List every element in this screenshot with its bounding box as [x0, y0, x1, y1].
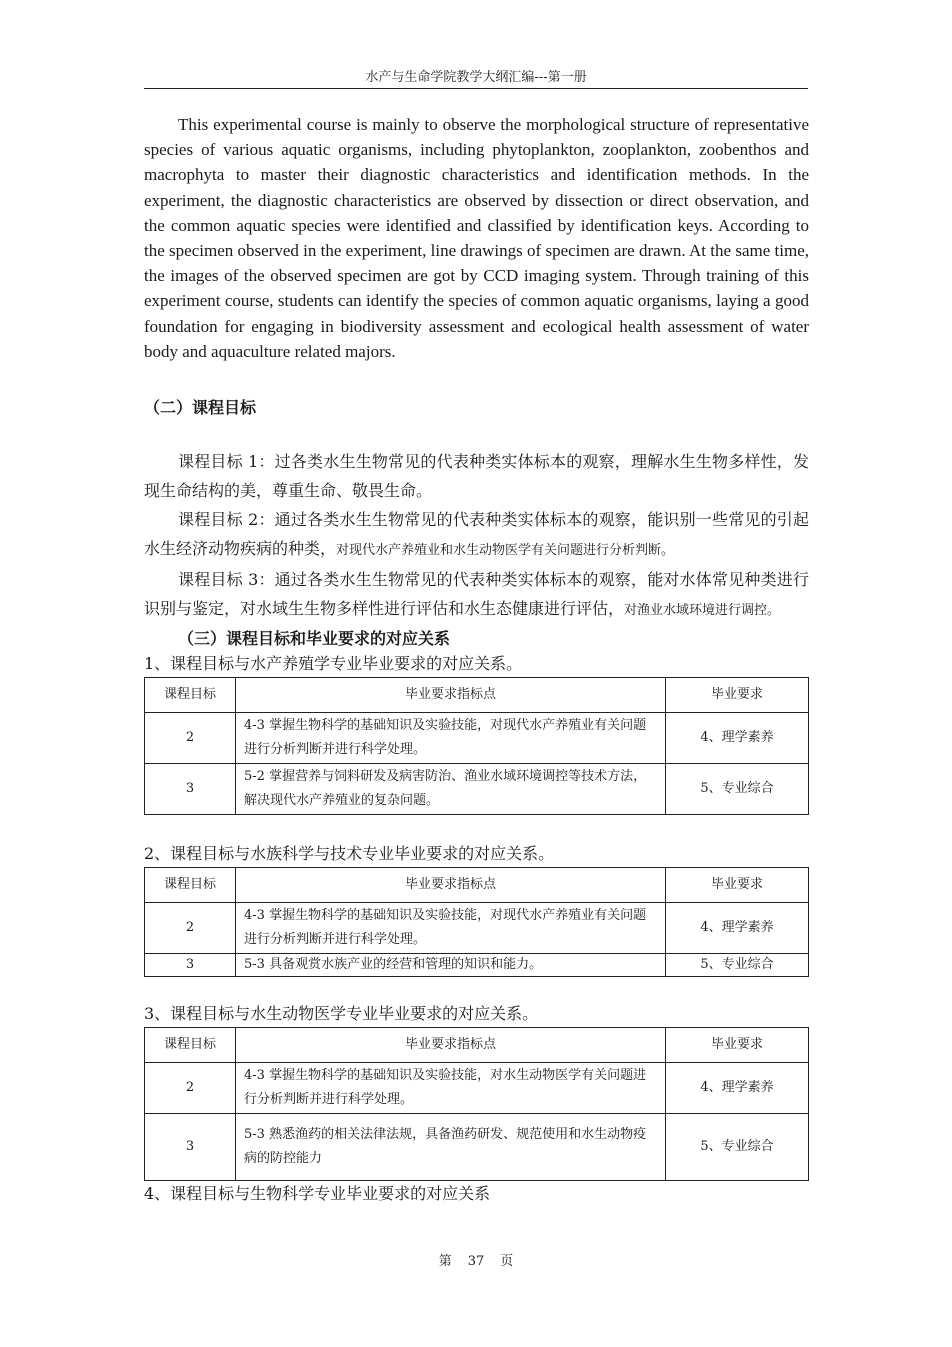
header-course-goal: 课程目标 — [145, 868, 236, 903]
table-row — [145, 764, 809, 815]
course-goal-2 — [144, 505, 809, 565]
english-abstract: This experimental course is mainly to observe the morphological structure of representative species of various aquatic organisms, including phytoplankton, zooplankton, zoobenthos and macrophyta to master their diagnostic characteristics and identification methods. In the experiment, the diagnostic characteristics are observed by dissection or direct observation, and the common aquatic species were identified and classified by identification keys. According to the specimen observed in the experiment, line drawings of specimen are drawn. At the same time, the images of the observed specimen are got by CCD imaging system. Through training of this experiment course, students can identify the species of common aquatic organisms, laying a good foundation for engaging in biodiversity assessment and ecological health assessment of water body and aquaculture related majors. — [144, 115, 809, 361]
cell-indicator: 4-3 掌握生物科学的基础知识及实验技能，对现代水产养殖业有关问题进行分析判断并进行科学处理。 — [236, 903, 666, 954]
table-row — [145, 1114, 809, 1181]
cell-requirement: 4、理学素养 — [666, 1063, 809, 1114]
mapping-table-aquarium — [144, 867, 809, 977]
course-goal-3-text: 课程目标 3：通过各类水生生物常见的代表种类实体标本的观察，能对水体常见种类进行识别与鉴定，对水域生生物多样性进行评估和水生态健康进行评估， — [144, 570, 809, 619]
cell-goal: 2 — [145, 903, 236, 954]
cell-indicator: 5-2 掌握营养与饲料研发及病害防治、渔业水域环境调控等技术方法，解决现代水产养殖业的复杂问题。 — [236, 764, 666, 815]
cell-indicator: 5-3 具备观赏水族产业的经营和管理的知识和能力。 — [236, 954, 666, 977]
header-course-goal: 课程目标 — [145, 1028, 236, 1063]
mapping-table-aquatic-medicine — [144, 1027, 809, 1181]
cell-indicator: 4-3 掌握生物科学的基础知识及实验技能，对现代水产养殖业有关问题进行分析判断并进行科学处理。 — [236, 713, 666, 764]
page-number: 37 — [467, 1254, 485, 1269]
cell-goal: 3 — [145, 764, 236, 815]
page-content — [144, 112, 809, 1207]
table-3-caption: 3、课程目标与水生动物医学专业毕业要求的对应关系。 — [144, 1004, 539, 1024]
header-requirement: 毕业要求 — [666, 868, 809, 903]
page-number-suffix: 页 — [500, 1254, 514, 1269]
cell-indicator: 5-3 熟悉渔药的相关法律法规，具备渔药研发、规范使用和水生动物疫病的防控能力 — [236, 1114, 666, 1181]
course-goal-2-tail: 对现代水产养殖业和水生动物医学有关问题进行分析判断。 — [336, 543, 675, 559]
page-footer — [0, 1250, 952, 1269]
cell-requirement: 4、理学素养 — [666, 903, 809, 954]
table-row — [145, 903, 809, 954]
header-indicator: 毕业要求指标点 — [236, 1028, 666, 1063]
cell-goal: 3 — [145, 954, 236, 977]
table-header-row — [145, 678, 809, 713]
table-row — [145, 1063, 809, 1114]
cell-indicator: 4-3 掌握生物科学的基础知识及实验技能，对水生动物医学有关问题进行分析判断并进行科学处理。 — [236, 1063, 666, 1114]
header-indicator: 毕业要求指标点 — [236, 678, 666, 713]
course-goal-1-text: 课程目标 1：过各类水生生物常见的代表种类实体标本的观察，理解水生生物多样性，发现生命结构的美，尊重生命、敬畏生命。 — [144, 452, 809, 501]
course-goal-1 — [144, 447, 809, 505]
cell-requirement: 5、专业综合 — [666, 1114, 809, 1181]
course-goal-3 — [144, 565, 809, 625]
header-requirement: 毕业要求 — [666, 678, 809, 713]
cell-requirement: 5、专业综合 — [666, 954, 809, 977]
table-header-row — [145, 1028, 809, 1063]
course-goals — [144, 447, 809, 625]
header-requirement: 毕业要求 — [666, 1028, 809, 1063]
header-course-goal: 课程目标 — [145, 678, 236, 713]
page-header-title: 水产与生命学院教学大纲汇编---第一册 — [365, 70, 587, 85]
section-heading-mapping: （三）课程目标和毕业要求的对应关系 — [178, 629, 451, 649]
table-4-caption: 4、课程目标与生物科学专业毕业要求的对应关系 — [144, 1184, 491, 1204]
cell-goal: 2 — [145, 1063, 236, 1114]
page-number-prefix: 第 — [438, 1254, 452, 1269]
section-heading-course-goals: （二）课程目标 — [144, 398, 257, 418]
course-goal-3-tail: 对渔业水域环境进行调控。 — [624, 603, 781, 619]
cell-goal: 3 — [145, 1114, 236, 1181]
cell-requirement: 5、专业综合 — [666, 764, 809, 815]
table-2-caption: 2、课程目标与水族科学与技术专业毕业要求的对应关系。 — [144, 844, 555, 864]
header-rule — [144, 88, 808, 89]
cell-requirement: 4、理学素养 — [666, 713, 809, 764]
table-1-caption: 1、课程目标与水产养殖学专业毕业要求的对应关系。 — [144, 654, 523, 674]
cell-goal: 2 — [145, 713, 236, 764]
course-goal-2-text: 课程目标 2：通过各类水生生物常见的代表种类实体标本的观察，能识别一些常见的引起水生经济动物疾病的种类， — [144, 510, 809, 559]
table-row — [145, 954, 809, 977]
header-indicator: 毕业要求指标点 — [236, 868, 666, 903]
table-row — [145, 713, 809, 764]
table-header-row — [145, 868, 809, 903]
mapping-table-aquaculture — [144, 677, 809, 815]
